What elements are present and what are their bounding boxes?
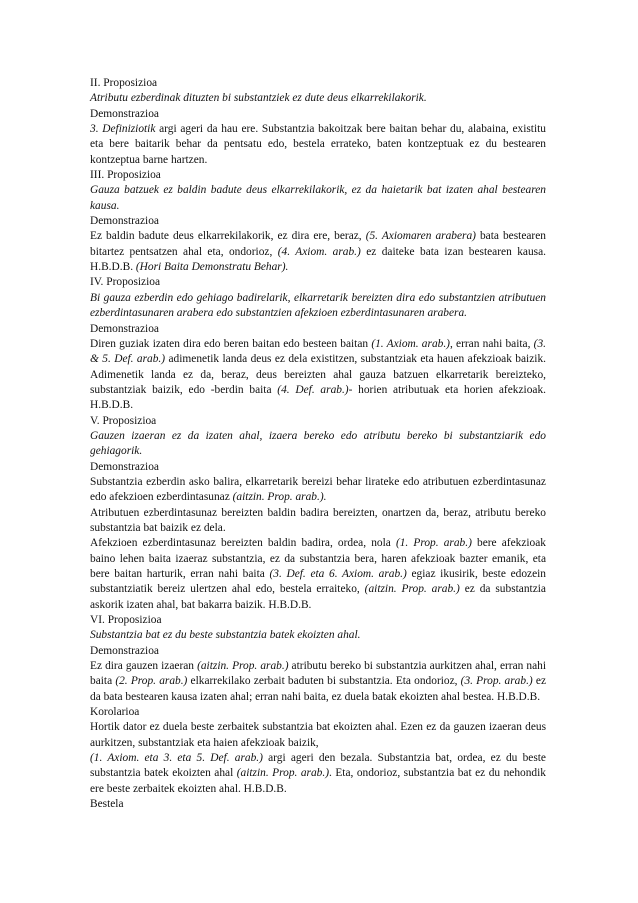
italic-text-run: (5. Axiomaren arabera) bbox=[365, 230, 476, 243]
text-run: Demonstrazioa bbox=[90, 322, 159, 335]
text-run: ez daiteke bata izan bestearen kausa. H.B.D.B. bbox=[90, 245, 546, 274]
text-run: egiaz ikusirik, beste edozein substantziatik bereiz ulertzen ahal edo, bestela erraiteko, bbox=[90, 568, 546, 596]
text-run: ez da bata bestearen kausa izaten ahal; erran nahi baita, ez duela batak ekoizten ahal bestea. H.B.D.B. bbox=[90, 675, 546, 703]
paragraph bbox=[90, 506, 546, 537]
paragraph bbox=[90, 720, 546, 751]
text-run: III. Proposizioa bbox=[90, 169, 161, 182]
text-run: bata bestearen bitartez pentsatzen ahal eta, ondorioz, bbox=[90, 230, 546, 258]
paragraph bbox=[90, 183, 546, 214]
paragraph bbox=[90, 475, 546, 506]
text-run: Bestela bbox=[90, 798, 124, 811]
document-body bbox=[90, 76, 546, 813]
italic-text-run: Gauzen izaeran ez da izaten ahal, izaera bereko edo atributu bereko bi substantziarik edo gehiagorik. bbox=[90, 429, 546, 458]
section-heading bbox=[90, 214, 546, 229]
italic-text-run: (3. Prop. arab.) bbox=[460, 675, 533, 688]
text-run: elkarrekilako zerbait baduten bi substantzia. Eta ondorioz, bbox=[187, 675, 461, 688]
text-run: Substantzia ezberdin asko balira, elkarretarik bereizi behar lirateke edo atributuen ezberdintasunaz edo afekzioen ezberdintasunaz bbox=[90, 475, 546, 504]
text-run: IV. Proposizioa bbox=[90, 276, 161, 289]
paragraph bbox=[90, 628, 546, 643]
paragraph bbox=[90, 659, 546, 705]
text-run: Demonstrazioa bbox=[90, 644, 159, 657]
section-heading bbox=[90, 644, 546, 659]
text-run: . Eta, ondorioz, substantzia bat ez du nehondik ere beste zerbaitek ekoizten ahal. H.B.D.B. bbox=[90, 767, 546, 795]
section-heading bbox=[90, 460, 546, 475]
section-heading bbox=[90, 414, 546, 429]
text-run: argi ageri da hau ere. Substantzia bakoitzak bere baitan behar du, alabaina, existitu eta bere baitarik behar da pentsatu edo, bestela errateko, baten kontzeptuak ez du bestearen kontzeptua barne hartzen. bbox=[90, 123, 546, 166]
text-run: bere afekzioak baino lehen baita izaeraz substantzia, ez da substantzia bera, haren afekzioak bazter emanik, eta bere baitan harturik, erran nahi baita bbox=[90, 537, 547, 580]
text-run: Hortik dator ez duela beste zerbaitek substantzia bat ekoizten ahal. Ezen ez da gauzen izaeran deus aurkitzen, substantziak eta haien afekzioak baizik, bbox=[90, 721, 546, 749]
italic-text-run: (aitzin. Prop. arab.) bbox=[236, 767, 330, 780]
italic-text-run: (2. Prop. arab.) bbox=[115, 675, 188, 688]
text-run: Ez dira gauzen izaeran bbox=[90, 660, 198, 673]
text-run: Atributuen ezberdintasunaz bereizten baldin badira bereizten, onartzen da, beraz, atributu bereko substantzia bat baizik ez dela. bbox=[90, 506, 546, 534]
italic-text-run: (Hori Baita Demonstratu Behar). bbox=[135, 261, 289, 274]
italic-text-run: Atributu ezberdinak dituzten bi substantziek ez dute deus elkarrekilakorik. bbox=[90, 92, 427, 105]
italic-text-run: Bi gauza ezberdin edo gehiago badirelarik, elkarretarik bereizten dira edo substantzien atributuen ezberdintasunaren arabera edo substantzien afekzioen ezberdintasunaren arabera. bbox=[90, 291, 546, 320]
italic-text-run: (aitzin. Prop. arab.). bbox=[232, 491, 327, 504]
paragraph bbox=[90, 536, 546, 613]
section-heading bbox=[90, 275, 546, 290]
text-run: atributu bereko bi substantzia aurkitzen ahal, erran nahi baita bbox=[90, 660, 546, 688]
paragraph bbox=[90, 429, 546, 460]
italic-text-run: (1. Axiom. eta 3. eta 5. Def. arab.) bbox=[90, 752, 263, 765]
paragraph bbox=[90, 751, 546, 797]
italic-text-run: 3. Definiziotik bbox=[90, 123, 156, 136]
section-heading bbox=[90, 168, 546, 183]
paragraph bbox=[90, 122, 546, 168]
text-run: V. Proposizioa bbox=[90, 414, 157, 427]
text-run: II. Proposizioa bbox=[90, 77, 158, 89]
text-run: Diren guziak izaten dira edo beren baitan edo besteen baitan bbox=[90, 337, 372, 350]
text-run: Afekzioen ezberdintasunaz bereizten baldin badira, ordea, nola bbox=[90, 537, 396, 550]
text-run: ez da substantzia askorik izaten ahal, bat bakarra baizik. H.B.D.B. bbox=[90, 583, 546, 611]
italic-text-run: (1. Prop. arab.) bbox=[395, 537, 472, 550]
text-run: - horien atributuak eta horien afekzioak. H.B.D.B. bbox=[90, 383, 546, 412]
text-run: Demonstrazioa bbox=[90, 107, 159, 120]
paragraph bbox=[90, 291, 546, 322]
section-heading bbox=[90, 613, 546, 628]
italic-text-run: (4. Axiom. arab.) bbox=[277, 245, 361, 258]
text-run: argi ageri den bezala. Substantzia bat, ordea, ez du beste substantzia batek ekoizten ahal bbox=[90, 752, 546, 780]
section-heading bbox=[90, 322, 546, 337]
text-run: adimenetik landa deus ez dela existitzen, substantziak eta hauen afekzioak baizik. Adimenetik landa ez da, beraz, deus bereizten ahal gauza batzuen elkarretarik bereizteko, substantziak baizik, edo -berdin baita bbox=[90, 353, 546, 396]
text-run: Demonstrazioa bbox=[90, 215, 159, 228]
italic-text-run: (3. Def. eta 6. Axiom. arab.) bbox=[269, 568, 407, 580]
section-heading bbox=[90, 107, 546, 122]
italic-text-run: (4. Def. arab.) bbox=[277, 383, 349, 396]
text-run: VI. Proposizioa bbox=[90, 614, 162, 627]
italic-text-run: Substantzia bat ez du beste substantzia batek ekoizten ahal. bbox=[90, 629, 361, 642]
section-heading bbox=[90, 76, 546, 91]
section-heading bbox=[90, 705, 546, 720]
italic-text-run: Gauza batzuek ez baldin badute deus elkarrekilakorik, ez da haietarik bat izaten ahal bestearen kausa. bbox=[90, 184, 546, 212]
paragraph bbox=[90, 91, 546, 106]
text-run: , erran nahi baita, bbox=[449, 337, 534, 350]
paragraph bbox=[90, 337, 546, 414]
text-run: Demonstrazioa bbox=[90, 460, 159, 473]
italic-text-run: (aitzin. Prop. arab.) bbox=[197, 660, 289, 673]
text-run: Korolarioa bbox=[90, 706, 140, 719]
italic-text-run: (aitzin. Prop. arab.) bbox=[364, 583, 460, 596]
italic-text-run: (1. Axiom. arab.) bbox=[371, 337, 450, 350]
section-heading bbox=[90, 797, 546, 812]
paragraph bbox=[90, 229, 546, 275]
italic-text-run: (3. & 5. Def. arab.) bbox=[90, 337, 547, 366]
text-run: Ez baldin badute deus elkarrekilakorik, ez dira ere, beraz, bbox=[90, 230, 366, 243]
